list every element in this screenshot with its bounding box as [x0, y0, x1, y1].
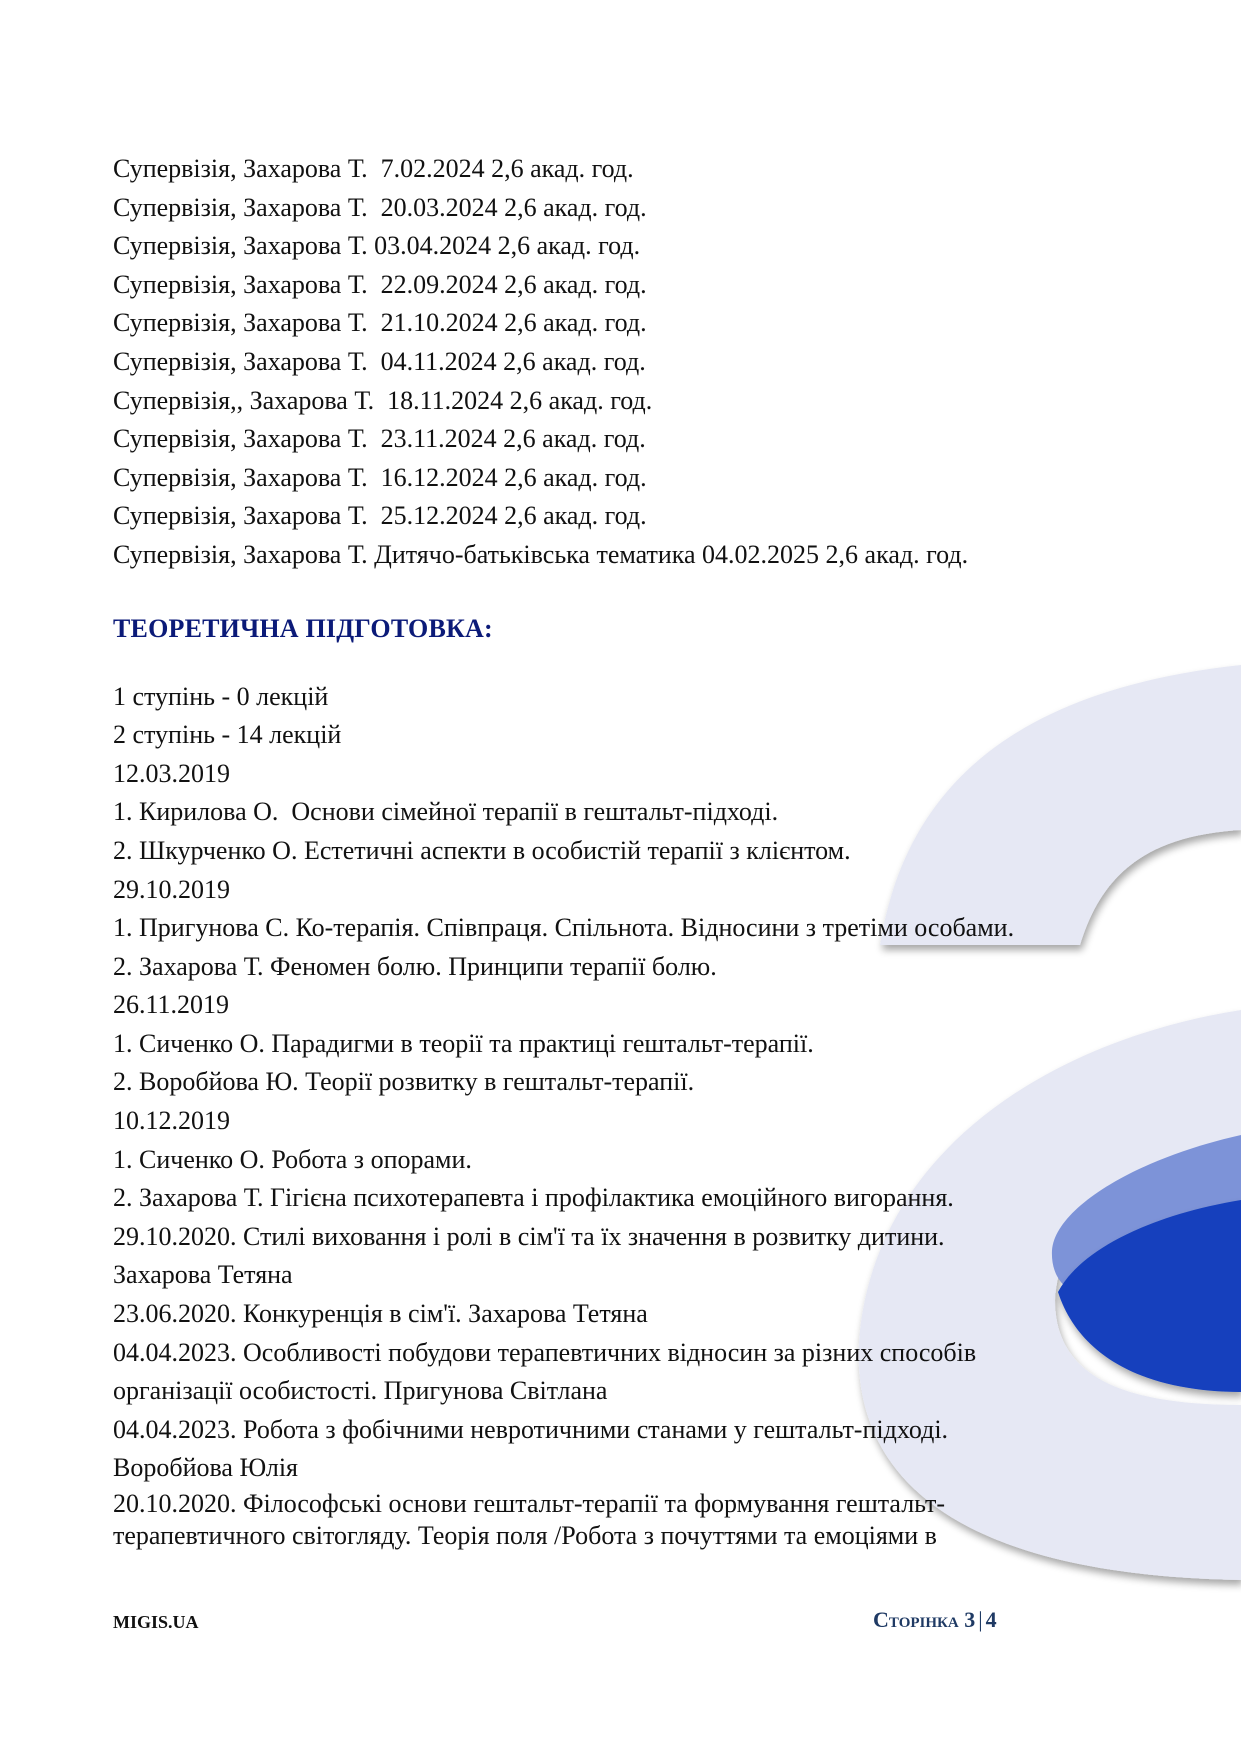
supervision-list — [113, 150, 1123, 575]
supervision-entry: Супервізія, Захарова Т. 16.12.2024 2,6 акад. год. — [113, 462, 647, 492]
lecture-date: 29.10.2019 — [113, 874, 230, 904]
supervision-entry: Супервізія, Захарова Т. 23.11.2024 2,6 акад. год. — [113, 424, 646, 454]
supervision-entry: Супервізія, Захарова Т. 25.12.2024 2,6 акад. год. — [113, 501, 647, 531]
lecture-item: 1. Кирилова О. Основи сімейної терапії в гештальт-підході. — [113, 797, 779, 827]
lecture-item: 29.10.2020. Стилі виховання і ролі в сім'ї та їх значення в розвитку дитини. — [113, 1221, 945, 1251]
lecture-item: 04.04.2023. Робота з фобічними невротичними станами у гештальт-підході. — [113, 1414, 949, 1444]
supervision-entry: Супервізія, Захарова Т. 04.11.2024 2,6 акад. год. — [113, 346, 646, 376]
supervision-entry: Супервізія, Захарова Т. 22.09.2024 2,6 акад. год. — [113, 269, 647, 299]
supervision-entry: Супервізія, Захарова Т. 21.10.2024 2,6 акад. год. — [113, 308, 647, 338]
footer-page-number — [873, 1607, 997, 1633]
lecture-lecturer: Захарова Тетяна — [113, 1260, 293, 1290]
supervision-entry: Супервізія, Захарова Т. Дитячо-батьківська тематика 04.02.2025 2,6 акад. год. — [113, 539, 969, 569]
lecture-item: 1. Пригунова С. Ко-терапія. Співпраця. Спільнота. Відносини з третіми особами. — [113, 913, 1015, 943]
lecture-item: 20.10.2020. Філософські основи гештальт-терапії та формування гештальт- — [113, 1489, 946, 1518]
lecture-item-continuation: організації особистості. Пригунова Світлана — [113, 1376, 608, 1406]
lecture-item: 2. Захарова Т. Феномен болю. Принципи терапії болю. — [113, 951, 717, 981]
lecture-item: 23.06.2020. Конкуренція в сім'ї. Захарова Тетяна — [113, 1299, 648, 1329]
lecture-item: 04.04.2023. Особливості побудови терапевтичних відносин за різних способів — [113, 1337, 977, 1367]
lecture-item: 2. Захарова Т. Гігієна психотерапевта і профілактика емоційного вигорання. — [113, 1183, 954, 1213]
lecture-item: 1. Сиченко О. Робота з опорами. — [113, 1144, 472, 1174]
footer-site-name: MIGIS.UA — [113, 1612, 199, 1632]
supervision-entry: Супервізія, Захарова Т. 7.02.2024 2,6 акад. год. — [113, 154, 634, 183]
footer-page-separator: | — [978, 1607, 983, 1632]
lecture-item: 2. Шкурченко О. Естетичні аспекти в особистій терапії з клієнтом. — [113, 835, 851, 865]
theory-level-line: 1 ступінь - 0 лекцій — [113, 681, 329, 711]
footer-page-current: 3 — [964, 1607, 976, 1632]
supervision-entry: Супервізія, Захарова Т. 20.03.2024 2,6 акад. год. — [113, 192, 647, 222]
theory-list — [113, 678, 1123, 1552]
lecture-date: 10.12.2019 — [113, 1106, 230, 1136]
document-body — [113, 150, 1123, 1552]
lecture-date: 26.11.2019 — [113, 990, 230, 1020]
theory-level-line: 2 ступінь - 14 лекцій — [113, 720, 342, 750]
supervision-entry: Супервізія,, Захарова Т. 18.11.2024 2,6 акад. год. — [113, 385, 653, 415]
footer-page-label: Сторінка — [873, 1607, 959, 1632]
lecture-date: 12.03.2019 — [113, 758, 230, 788]
section-heading-theory: ТЕОРЕТИЧНА ПІДГОТОВКА: — [113, 613, 493, 643]
supervision-entry: Супервізія, Захарова Т. 03.04.2024 2,6 акад. год. — [113, 231, 641, 261]
footer-page-total: 4 — [985, 1607, 997, 1632]
lecture-item: 1. Сиченко О. Парадигми в теорії та практиці гештальт-терапії. — [113, 1028, 814, 1058]
lecture-lecturer: Воробйова Юлія — [113, 1453, 298, 1483]
lecture-item: 2. Воробйова Ю. Теорії розвитку в гештальт-терапії. — [113, 1067, 695, 1097]
lecture-item-continuation: терапевтичного світогляду. Теорія поля /Робота з почуттями та емоціями в — [113, 1521, 937, 1550]
